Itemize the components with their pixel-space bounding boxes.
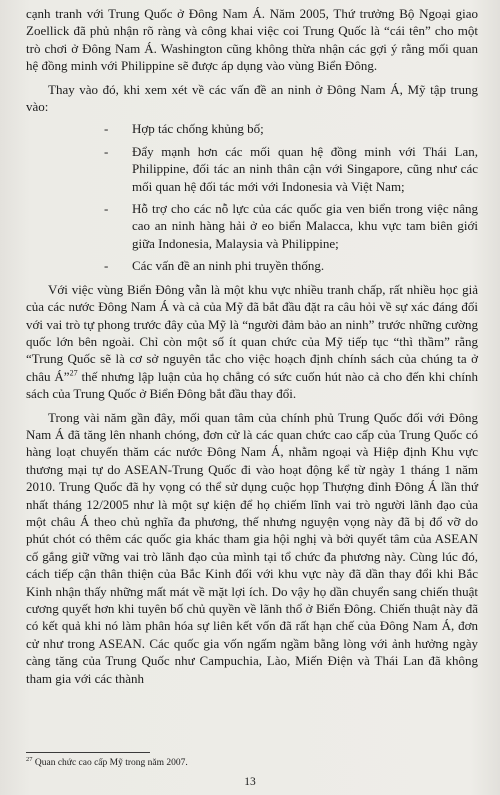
paragraph-1: cạnh tranh với Trung Quốc ở Đông Nam Á. Năm 2005, Thứ trưởng Bộ Ngoại giao Zoellick đã phủ nhận rõ ràng và công khai việc coi Trung Quốc là “cái tên” cho một trò chơi ở Đông Nam Á. Washington cũng không thừa nhận các gợi ý rằng mối quan hệ đồng minh với Philippine sẽ được áp dụng vào vùng Biển Đông.	[26, 6, 478, 74]
bullet-text: Đẩy mạnh hơn các mối quan hệ đồng minh với Thái Lan, Philippine, đối tác an ninh thân cận với Singapore, cũng như các mối quan hệ đối tác mới với Indonesia và Việt Nam;	[132, 143, 478, 194]
bullet-dash: -	[104, 201, 109, 217]
bullet-item	[26, 200, 478, 252]
bullet-dash: -	[104, 121, 109, 137]
footnote-reference: 27	[69, 368, 78, 378]
bullet-item	[26, 120, 478, 137]
footnote-text: Quan chức cao cấp Mỹ trong năm 2007.	[32, 758, 188, 768]
paragraph-4: Trong vài năm gần đây, mối quan tâm của chính phủ Trung Quốc đối với Đông Nam Á đã tăng lên nhanh chóng, đơn cử là các quan chức cao cấp của Trung Quốc có hàng loạt chuyến thăm các nước Đông Nam Á, nhằm ngoại và Hiệp định Khu vực thương mại tự do ASEAN-Trung Quốc đi vào hoạt động kể từ ngày 1 tháng 1 năm 2010. Trung Quốc đã hy vọng có thể sử dụng cuộc họp Thượng đỉnh Đông Á lần thứ nhất tháng 12/2005 như là một sự kiện để họ chiếm lĩnh vai trò người lãnh đạo của một châu Á theo chủ nghĩa đa phương, thế nhưng nguyện vọng này đã bị đổ vỡ do phút chót có thêm các quốc gia khác tham gia hội nghị và bởi quyết tâm của ASEAN cố gắng giữ vững vai trò lãnh đạo của mình tại tổ chức đa phương này. Cùng lúc đó, cách tiếp cận thân thiện của Bắc Kinh đối với khu vực này đã dần thay đổi khi Bắc Kinh nhận thấy những mất mát về mặt lợi ích. Do vậy họ dần chuyển sang chiến thuật cương quyết hơn khi tuyên bố chủ quyền về lãnh thổ ở Biển Đông. Chiến thuật này đã có kết quả khi nó làm phân hóa sự liên kết vốn đã rất hạn chế của Đông Nam Á, đơn cử như trong ASEAN. Các quốc gia vốn ngấm ngầm bằng lòng với ảnh hưởng ngày càng tăng của Trung Quốc như Campuchia, Lào, Miến Điện và Thái Lan đã không tham gia với các thành	[26, 409, 478, 686]
bullet-dash: -	[104, 258, 109, 274]
bullet-item	[26, 143, 478, 195]
footnote-number: 27	[26, 755, 33, 763]
paragraph-2: Thay vào đó, khi xem xét về các vấn đề an ninh ở Đông Nam Á, Mỹ tập trung vào:	[26, 81, 478, 115]
bullet-text: Các vấn đề an ninh phi truyền thống.	[132, 258, 325, 274]
bullet-text: Hỗ trợ cho các nỗ lực của các quốc gia ven biển trong việc nâng cao an ninh hàng hải ở eo biển Malacca, khu vực tam biên giới giữa Indonesia, Malaysia và Philippine;	[132, 201, 478, 251]
bullet-dash: -	[104, 143, 109, 159]
paragraph-3-text-start: Với việc vùng Biển Đông vẫn là một khu vực nhiều tranh chấp, rất nhiều học giả của các nước Đông Nam Á và cả của Mỹ đã bắt đầu đặt ra câu hỏi về sự xác đáng đối với vai trò tự phong trước đây của Mỹ là “người đảm bảo an ninh” trước những cường quốc lớn bên ngoài. Chỉ còn một số ít quan chức của Mỹ tiếp tục “thì thầm” rằng “Trung Quốc sẽ là cơ sở nguyên tắc cho việc hoạch định chính sách của chúng ta ở châu Á”	[26, 281, 478, 384]
page-number: 13	[244, 776, 256, 788]
paragraph-3	[26, 281, 478, 403]
footnote-divider	[26, 752, 150, 753]
bullet-text: Hợp tác chống khủng bố;	[132, 121, 264, 137]
paragraph-3-text-end: thế nhưng lập luận của họ chẳng có sức cuốn hút nào cả cho đến khi chính sách của Trung Quốc ở Biển Đông bắt đầu thay đổi.	[26, 368, 478, 402]
footnote	[26, 757, 188, 769]
bullet-item	[26, 257, 478, 274]
